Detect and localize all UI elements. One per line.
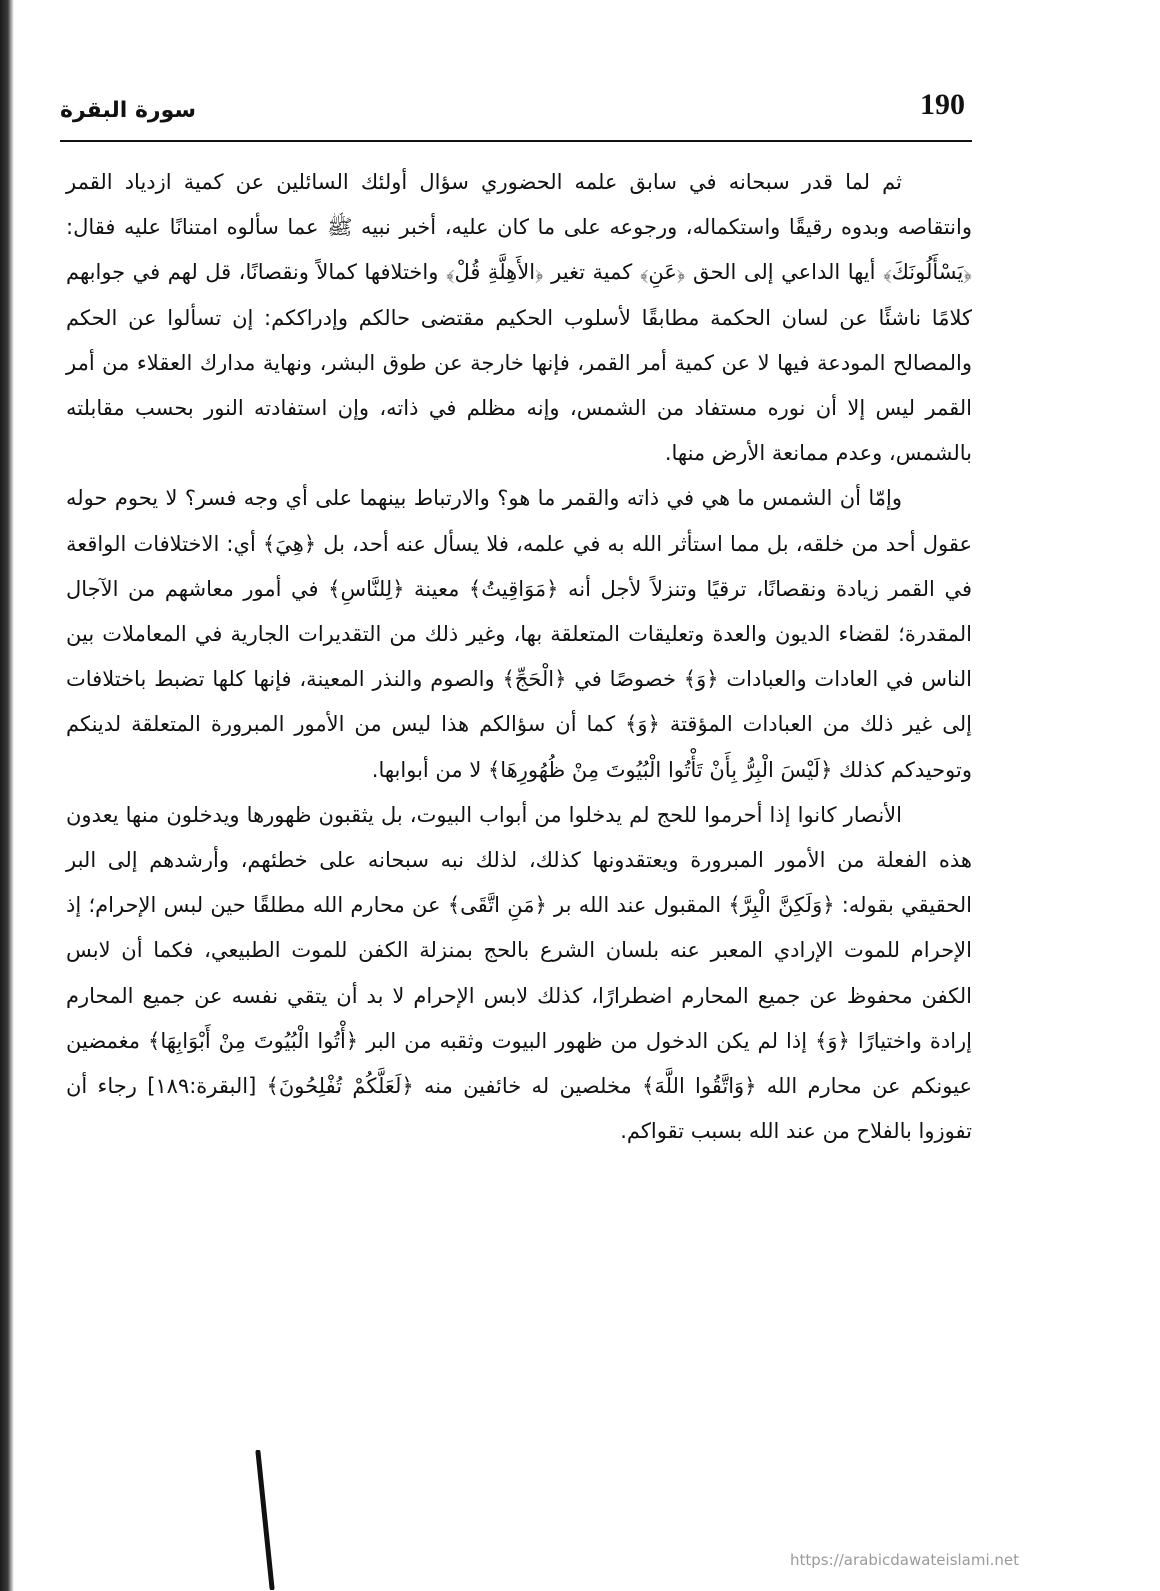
surah-title: سورة البقرة bbox=[60, 98, 197, 123]
watermark-url: https://arabicdawateislami.net bbox=[790, 1551, 1020, 1569]
paragraph-2: وإمّا أن الشمس ما هي في ذاته والقمر ما هو؟ والارتباط بينهما على أي وجه فسر؟ لا يحوم حوله عقول أحد من خلقه، بل مما استأثر الله به في علمه، فلا يسأل عنه أحد، بل ﴿هِيَ﴾ أي: الاختلافات الواقعة في القمر زيادة ونقصانًا، ترقيًا وتنزلاً لأجل أنه ﴿مَوَاقِيتُ﴾ معينة ﴿لِلنَّاسِ﴾ في أمور معاشهم من الآجال المقدرة؛ لقضاء الديون والعدة وتعليقات المتعلقة بها، وغير ذلك من التقديرات الجارية في المعاملات بين الناس في العادات والعبادات ﴿وَ﴾ خصوصًا في ﴿الْحَجِّ﴾ والصوم والنذر المعينة، فإنها كلها تضبط باختلافات إلى غير ذلك من العبادات المؤقتة ﴿وَ﴾ كما أن سؤالكم هذا ليس من الأمور المبرورة المتعلقة لدينكم وتوحيدكم كذلك ﴿لَيْسَ الْبِرُّ بِأَنْ تَأْتُوا الْبُيُوتَ مِنْ ظُهُورِهَا﴾ لا من أبوابها. bbox=[66, 486, 972, 782]
page-header bbox=[60, 80, 972, 138]
paragraph-1: ثم لما قدر سبحانه في سابق علمه الحضوري سؤال أولئك السائلين عن كمية ازدياد القمر وانتقاصه وبدوه رقيقًا واستكماله، ورجوعه على ما كان عليه، أخبر نبيه ﷺ عما سألوه امتنانًا عليه فقال: ﴿يَسْأَلُونَكَ﴾ أيها الداعي إلى الحق ﴿عَنِ﴾ كمية تغير ﴿الأَهِلَّةِ قُلْ﴾ واختلافها كمالاً ونقصانًا، قل لهم في جوابهم كلامًا ناشئًا عن لسان الحكمة مطابقًا لأسلوب الحكيم مقتضى حالكم وإدراككم: إن تسألوا عن الحكم والمصالح المودعة فيها لا عن كمية أمر القمر، فإنها خارجة عن طوق البشر، ونهاية مدارك العقلاء من أمر القمر ليس إلا أن نوره مستفاد من الشمس، وإنه مظلم في ذاته، وإن استفادته النور بحسب مقابلته بالشمس، وعدم ممانعة الأرض منها. bbox=[66, 170, 972, 466]
pen-stroke-mark bbox=[250, 1450, 290, 1590]
body-text bbox=[66, 160, 972, 1154]
header-divider bbox=[60, 140, 972, 142]
page-number: 190 bbox=[920, 88, 965, 121]
scan-edge-shadow bbox=[0, 0, 14, 1591]
paragraph-3: الأنصار كانوا إذا أحرموا للحج لم يدخلوا من أبواب البيوت، بل يثقبون ظهورها ويدخلون منها يعدون هذه الفعلة من الأمور المبرورة ويعتقدونها كذلك، لذلك نبه سبحانه على خطئهم، وأرشدهم إلى البر الحقيقي بقوله: ﴿وَلَكِنَّ الْبِرَّ﴾ المقبول عند الله بر ﴿مَنِ اتَّقَى﴾ عن محارم الله مطلقًا حين لبس الإحرام؛ إذ الإحرام للموت الإرادي المعبر عنه بلسان الشرع بالحج بمنزلة الكفن للموت الطبيعي، فكما أن لابس الكفن محفوظ عن جميع المحارم اضطرارًا، كذلك لابس الإحرام لا بد أن يتقي نفسه عن جميع المحارم إرادة واختيارًا ﴿وَ﴾ إذا لم يكن الدخول من ظهور البيوت وثقبه من البر ﴿أْتُوا الْبُيُوتَ مِنْ أَبْوَابِهَا﴾ مغمضين عيونكم عن محارم الله ﴿وَاتَّقُوا اللَّهَ﴾ مخلصين له خائفين منه ﴿لَعَلَّكُمْ تُفْلِحُونَ﴾ [البقرة:١٨٩] رجاء أن تفوزوا بالفلاح من عند الله بسبب تقواكم. bbox=[66, 802, 972, 1144]
